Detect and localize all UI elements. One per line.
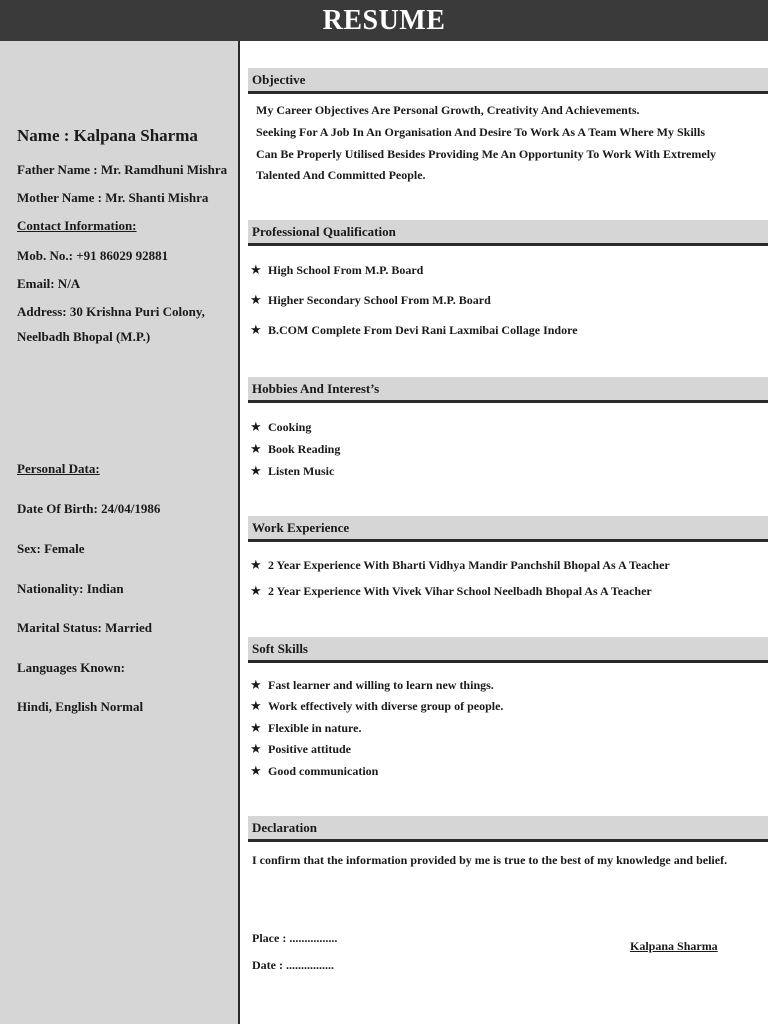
hobby-item: Listen Music [268, 464, 335, 478]
objective-line: My Career Objectives Are Personal Growth, Creativity And Achievements. [256, 103, 640, 117]
list-item [250, 584, 652, 599]
list-item [250, 721, 361, 736]
list-item [250, 764, 378, 779]
list-item [250, 293, 491, 308]
list-item [250, 464, 334, 479]
mother-name: Mother Name : Mr. Shanti Mishra [17, 190, 209, 205]
skill-item: Good communication [268, 764, 379, 778]
experience-item: 2 Year Experience With Bharti Vidhya Mandir Panchshil Bhopal As A Teacher [268, 558, 670, 572]
skill-item: Flexible in nature. [268, 721, 362, 735]
personal-heading: Personal Data: [17, 461, 100, 476]
list-item [250, 420, 311, 435]
date-field: Date : ................ [252, 958, 334, 972]
section-declaration-heading: Declaration [248, 816, 768, 842]
star-icon: ★ [250, 678, 262, 693]
main-content [242, 41, 768, 1024]
sidebar [0, 41, 240, 1024]
star-icon: ★ [250, 263, 262, 278]
star-icon: ★ [250, 293, 262, 308]
section-qualification-heading: Professional Qualification [248, 220, 768, 246]
sex: Sex: Female [17, 541, 85, 556]
star-icon: ★ [250, 721, 262, 736]
declaration-text: I confirm that the information provided by me is true to the best of my knowledge and belief. [252, 853, 728, 867]
star-icon: ★ [250, 699, 262, 714]
languages: Hindi, English Normal [17, 699, 144, 714]
objective-line: Can Be Properly Utilised Besides Providing Me An Opportunity To Work With Extremely [256, 147, 717, 161]
star-icon: ★ [250, 323, 262, 338]
contact-heading: Contact Information: [17, 218, 137, 233]
section-hobbies-heading: Hobbies And Interest’s [248, 377, 768, 403]
email: Email: N/A [17, 276, 81, 291]
skill-item: Fast learner and willing to learn new things. [268, 678, 494, 692]
experience-item: 2 Year Experience With Vivek Vihar School Neelbadh Bhopal As A Teacher [268, 584, 652, 598]
list-item [250, 558, 670, 573]
objective-line: Seeking For A Job In An Organisation And Desire To Work As A Team Where My Skills [256, 125, 706, 139]
star-icon: ★ [250, 558, 262, 573]
star-icon: ★ [250, 742, 262, 757]
mobile: Mob. No.: +91 86029 92881 [17, 248, 169, 263]
objective-line: Talented And Committed People. [256, 168, 426, 182]
name: Name : Kalpana Sharma [17, 126, 198, 145]
date-of-birth: Date Of Birth: 24/04/1986 [17, 501, 161, 516]
languages-label: Languages Known: [17, 660, 125, 675]
list-item [250, 742, 351, 757]
star-icon: ★ [250, 442, 262, 457]
qualification-item: Higher Secondary School From M.P. Board [268, 293, 491, 307]
list-item [250, 699, 503, 714]
marital-status: Marital Status: Married [17, 620, 153, 635]
star-icon: ★ [250, 464, 262, 479]
qualification-item: High School From M.P. Board [268, 263, 424, 277]
star-icon: ★ [250, 420, 262, 435]
list-item [250, 263, 423, 278]
star-icon: ★ [250, 584, 262, 599]
star-icon: ★ [250, 764, 262, 779]
section-experience-heading: Work Experience [248, 516, 768, 542]
section-objective-heading: Objective [248, 68, 768, 94]
list-item [250, 323, 578, 338]
skill-item: Positive attitude [268, 742, 351, 756]
nationality: Nationality: Indian [17, 581, 124, 596]
qualification-item: B.COM Complete From Devi Rani Laxmibai Collage Indore [268, 323, 578, 337]
list-item [250, 442, 340, 457]
skill-item: Work effectively with diverse group of people. [268, 699, 504, 713]
section-soft-skills-heading: Soft Skills [248, 637, 768, 663]
place-field: Place : ................ [252, 931, 338, 945]
address-line1: Address: 30 Krishna Puri Colony, [17, 304, 205, 319]
list-item [250, 678, 494, 693]
address-line2: Neelbadh Bhopal (M.P.) [17, 329, 151, 344]
resume-title: RESUME [0, 0, 768, 41]
signature-name: Kalpana Sharma [630, 939, 718, 953]
hobby-item: Cooking [268, 420, 312, 434]
hobby-item: Book Reading [268, 442, 341, 456]
father-name: Father Name : Mr. Ramdhuni Mishra [17, 162, 228, 177]
